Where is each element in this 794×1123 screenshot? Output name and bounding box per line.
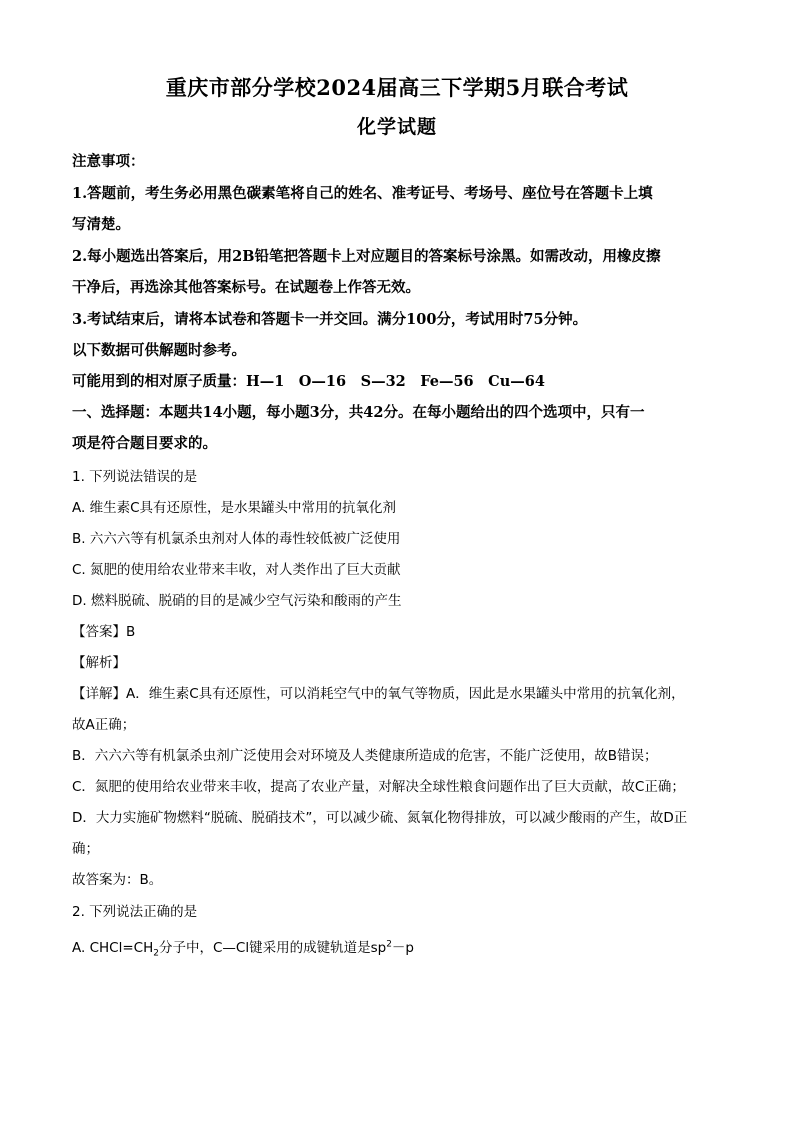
q2-option-a-superscript: 2 — [386, 939, 392, 950]
q1-option-c: C. 氮肥的使用给农业带来丰收，对人类作出了巨大贡献 — [72, 562, 401, 578]
q1-option-d: D. 燃料脱硫、脱硝的目的是减少空气污染和酸雨的产生 — [72, 593, 402, 609]
q1-detail-b: B．六六六等有机氯杀虫剂广泛使用会对环境及人类健康所造成的危害，不能广泛使用，故B错误； — [72, 748, 658, 764]
q1-detail-a-text: A．维生素C具有还原性，可以消耗空气中的氧气等物质，因此是水果罐头中常用的抗氧化剂， — [126, 686, 685, 702]
answer-tag: 【答案】 — [72, 624, 126, 640]
q2-option-a-prefix: A. CHCl=CH — [72, 940, 154, 956]
q1-detail-a-line-2: 故A正确； — [72, 717, 136, 733]
q1-stem: 1. 下列说法错误的是 — [72, 469, 198, 485]
notice-item-3: 3.考试结束后，请将本试卷和答题卡一并交回。满分100分，考试用时75分钟。 — [72, 311, 588, 328]
notice-item-2-line-1: 2.每小题选出答案后，用2B铅笔把答题卡上对应题目的答案标号涂黑。如需改动，用橡皮擦 — [72, 248, 661, 265]
q2-option-a — [72, 936, 722, 959]
detail-tag: 【详解】 — [72, 686, 126, 702]
notice-item-1-line-2: 写清楚。 — [72, 216, 130, 233]
q1-option-b: B. 六六六等有机氯杀虫剂对人体的毒性较低被广泛使用 — [72, 531, 401, 547]
exam-subtitle: 化学试题 — [356, 116, 437, 138]
q1-answer-row — [72, 620, 722, 640]
q1-conclusion: 故答案为：B。 — [72, 872, 163, 888]
exam-title: 重庆市部分学校2024届高三下学期5月联合考试 — [165, 75, 629, 100]
section-heading-line-1: 一、选择题：本题共14小题，每小题3分，共42分。在每小题给出的四个选项中，只有一 — [72, 404, 645, 421]
q1-analysis-tag: 【解析】 — [72, 655, 126, 671]
q2-stem: 2. 下列说法正确的是 — [72, 904, 198, 920]
q1-detail-d-line-2: 确； — [72, 841, 99, 857]
data-note: 以下数据可供解题时参考。 — [72, 342, 246, 359]
notice-item-1-line-1: 1.答题前，考生务必用黑色碳素笔将自己的姓名、准考证号、考场号、座位号在答题卡上填 — [72, 185, 653, 202]
q2-option-a-mid: 分子中，C—Cl键采用的成键轨道是sp — [158, 940, 387, 956]
q1-answer: B — [126, 624, 136, 640]
q1-option-a: A. 维生素C具有还原性，是水果罐头中常用的抗氧化剂 — [72, 500, 397, 516]
q2-option-a-suffix: －p — [391, 940, 414, 956]
q1-detail-a-line-1 — [72, 682, 722, 702]
section-heading-line-2: 项是符合题目要求的。 — [72, 435, 217, 452]
atomic-masses: 可能用到的相对原子质量：H—1 O—16 S—32 Fe—56 Cu—64 — [72, 373, 545, 390]
q1-detail-c: C．氮肥的使用给农业带来丰收，提高了农业产量，对解决全球性粮食问题作出了巨大贡献，故C正确； — [72, 779, 685, 795]
q1-detail-d-line-1: D．大力实施矿物燃料“脱硫、脱硝技术”，可以减少硫、氮氧化物得排放，可以减少酸雨的产生，故D正 — [72, 810, 688, 826]
notice-item-2-line-2: 干净后，再选涂其他答案标号。在试题卷上作答无效。 — [72, 279, 420, 296]
notice-heading: 注意事项： — [72, 153, 145, 170]
q2-option-a-subscript: 2 — [153, 948, 159, 959]
